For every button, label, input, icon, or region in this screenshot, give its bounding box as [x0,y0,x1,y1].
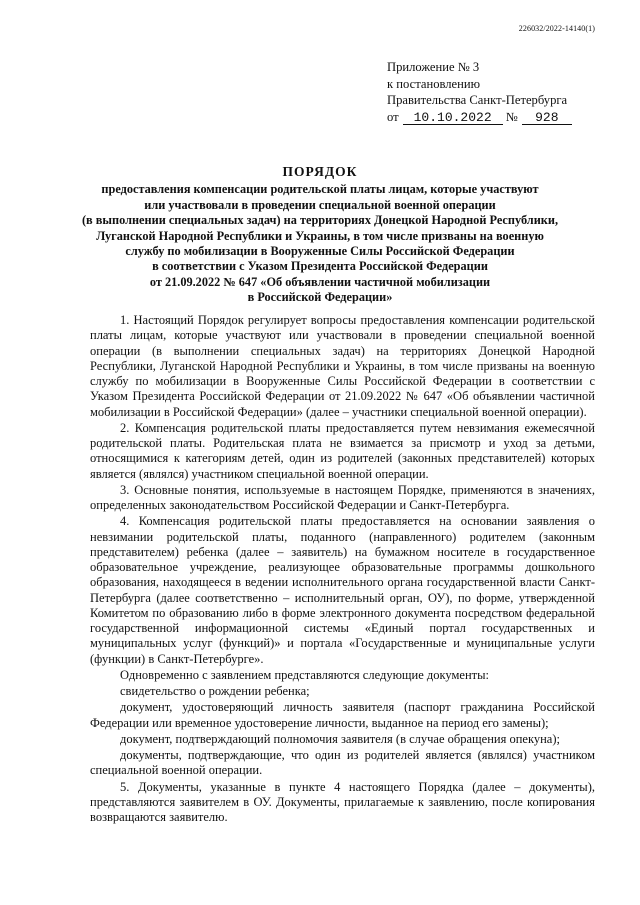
appendix-line-1: Приложение № 3 [387,60,480,74]
resolution-date: 10.10.2022 [403,111,503,125]
title-line: службу по мобилизации в Вооруженные Силы Российской Федерации [125,244,515,259]
title-line: предоставления компенсации родительской платы лицам, которые участвуют [101,182,539,197]
appendix-block [387,59,602,125]
title-heading: ПОРЯДОК [282,164,358,179]
title-line: от 21.09.2022 № 647 «Об объявлении частичной мобилизации [149,274,491,289]
title-line: в Российской Федерации» [247,290,393,305]
appendix-line-2: к постановлению [387,76,481,91]
document-item-authority: документ, подтверждающий полномочия заявителя (в случае обращения опекуна); [120,731,560,746]
documents-intro: Одновременно с заявлением представляются следующие документы: [120,667,489,682]
paragraph-3: 3. Основные понятия, используемые в настоящем Порядке, применяются в значениях, определенных законодательством Российской Федерации и Санкт-Петербурга. [90,482,595,512]
paragraph-2: 2. Компенсация родительской платы предоставляется путем невзимания ежемесячной родительской платы. Родительская плата не взимается за присмотр и уход за детьми, относящимися к категориям детей, один из родителей (законных представителей) которых является (являлся) участником специальной военной операции. [90,420,595,481]
document-body [90,313,595,826]
document-item-birth-certificate: свидетельство о рождении ребенка; [120,684,310,698]
document-item-participation: документы, подтверждающие, что один из родителей является (являлся) участником специальной военной операции. [90,748,595,778]
appendix-line-3: Правительства Санкт-Петербурга [387,93,568,107]
title-line: (в выполнении специальных задач) на территориях Донецкой Народной Республики, [81,213,559,228]
resolution-number: 928 [522,111,572,125]
title-line: в соответствии с Указом Президента Российской Федерации [152,259,488,274]
number-prefix: № [505,109,518,124]
paragraph-4: 4. Компенсация родительской платы предоставляется на основании заявления о невзимании родительской платы, поданного (направленного) родителем (законным представителем) ребенка (далее – заявитель) на бумажном носителе в государственное образовательное учреждение, реализующее образовательные программы дошкольного образования, находящееся в ведении исполнительного органа государственной власти Санкт-Петербурга (далее соответственно – исполнительный орган, ОУ), по форме, утвержденной Комитетом по образованию либо в форме электронного документа посредством федеральной государственной информационной системы «Единый портал государственных и муниципальных услуг (функций)» и портала «Государственные и муниципальные услуги (функции) в Санкт-Петербурге». [90,514,595,666]
paragraph-5: 5. Документы, указанные в пункте 4 настоящего Порядка (далее – документы), представляются заявителем в ОУ. Документы, прилагаемые к заявлению, после копирования возвращаются заявителю. [90,779,595,824]
appendix-date-row [387,109,602,126]
date-prefix: от [387,109,399,124]
title-line: или участвовали в проведении специальной военной операции [144,197,496,212]
paragraph-1: 1. Настоящий Порядок регулирует вопросы предоставления компенсации родительской платы лицам, которые участвуют или участвовали в проведении специальной военной операции (в выполнении специальных задач) на территориях Донецкой Народной Республики, Луганской Народной Республики и Украины, в том числе призваны на военную службу по мобилизации в Вооруженные Силы Российской Федерации в соответствии с Указом Президента Российской Федерации от 21.09.2022 № 647 «Об объявлении частичной мобилизации в Российской Федерации» (далее – участники специальной военной операции). [90,313,595,419]
document-item-identity: документ, удостоверяющий личность заявителя (паспорт гражданина Российской Федерации или временное удостоверение личности, выданное на период его замены); [90,700,595,730]
document-title [70,164,570,306]
document-registration-number: 226032/2022-14140(1) [518,24,595,33]
title-line: Луганской Народной Республики и Украины, в том числе призваны на военную [96,228,544,243]
